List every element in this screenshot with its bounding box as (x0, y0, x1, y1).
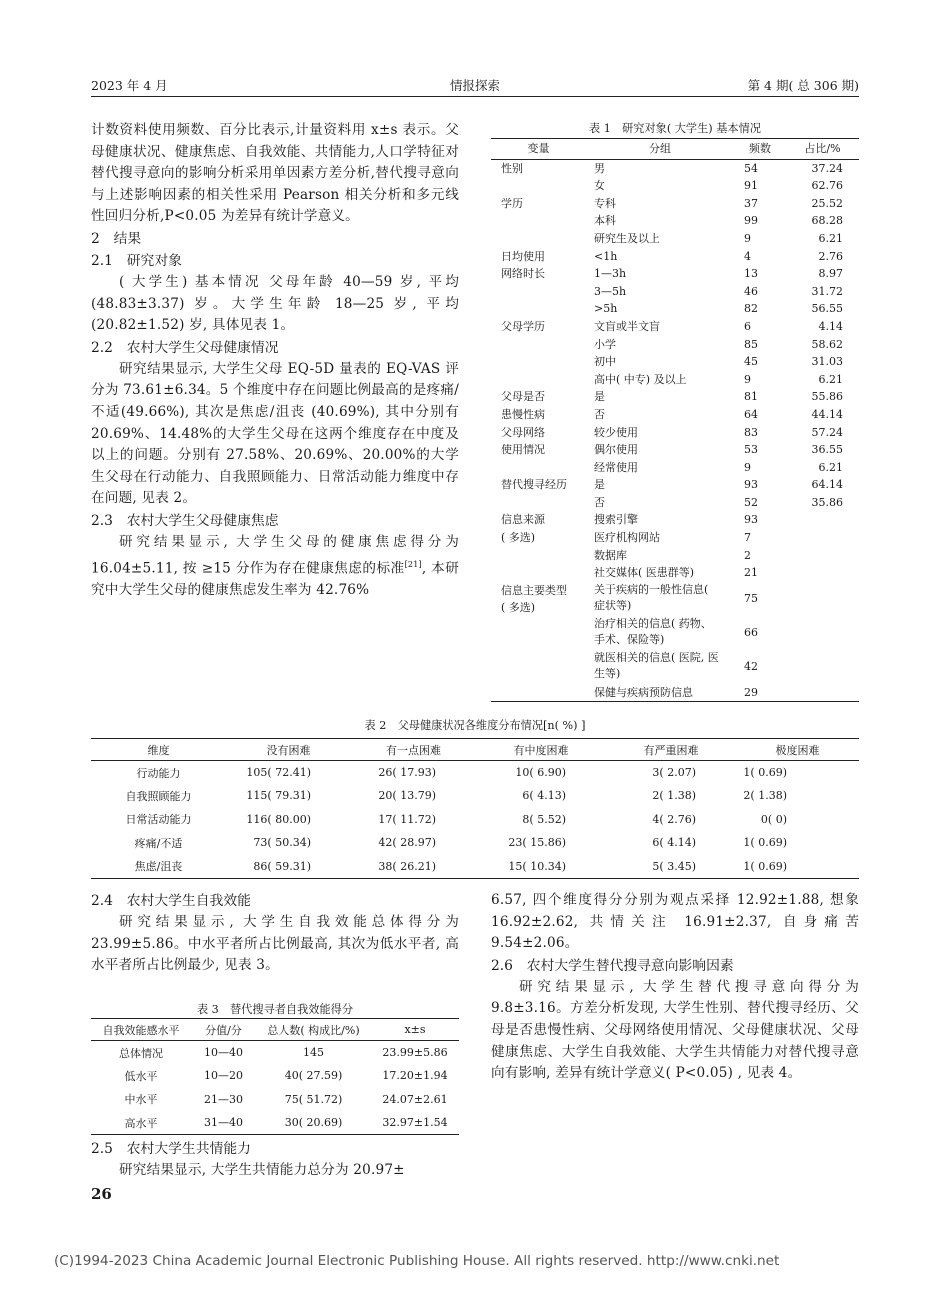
table1-pct-cell: 64.14 (811, 478, 843, 492)
section-2-1: 2.1 研究对象 (91, 252, 182, 269)
table2-cell: 15( 10.34) (508, 859, 566, 873)
table1-count-cell: 6 (744, 319, 751, 333)
table3-cell: 30( 20.69) (284, 1116, 343, 1129)
table1-count-cell: 91 (744, 179, 758, 193)
paragraph-2-5-continued: 6.57, 四个维度得分分别为观点采择 12.92±1.88, 想象 16.92±2.62, 共情关注 16.91±2.37, 自身痛苦 9.54±2.06。 (491, 892, 859, 952)
table1-var-cell (491, 684, 586, 702)
paragraph-methods: 计数资料使用频数、百分比表示,计量资料用 x±s 表示。父母健康状况、健康焦虑、自我效能、共情能力,人口学特征对替代搜寻意向的影响分析采用单因素方差分析,替代搜寻意向与上述影响因素的相关性采用 Pearson 相关分析和多元线性回归分析,P<0.05 为差异有统计学意义。 (91, 122, 459, 225)
table3-cell: 17.20±1.94 (382, 1069, 448, 1083)
section-results: 2 结果 (91, 230, 142, 247)
table1-group-cell: 经常使用 (594, 460, 638, 474)
table3-header-row (91, 1019, 459, 1041)
table3-cell: 24.07±2.61 (382, 1092, 448, 1106)
table-row (491, 388, 859, 406)
table3-caption: 表 3 替代搜寻者自我效能得分 (196, 1003, 354, 1016)
table3-header-cell: x±s (371, 1019, 459, 1041)
paragraph-2-2: 研究结果显示, 大学生父母 EQ-5D 量表的 EQ-VAS 评分为 73.61±6.34。5 个维度中存在问题比例最高的是疼痛/不适(49.66%), 其次是焦虑/沮丧 (40.69%), 其中分别有 20.69%、14.48%的大学生父母在这两个维度存在中度及以上的问题。分别有 27.58%、20.69%、20.00%的大学生父母在行动能力、自我照顾能力、日常活动能力维度中存在问题, 见表 2。 (91, 360, 459, 507)
table3-cell: 10—20 (204, 1069, 243, 1083)
table1-pct-cell: 8.97 (818, 267, 843, 281)
table2-cell: 23( 15.86) (508, 836, 566, 850)
table-row (91, 784, 859, 808)
table-row (491, 300, 859, 318)
table1-var-cell (491, 547, 586, 565)
table1-count-cell: 2 (744, 548, 751, 562)
table1-var-cell: 父母是否 (501, 390, 545, 404)
table1-header-cell: 分组 (586, 139, 734, 160)
table2-cell: 1( 0.69) (743, 859, 787, 873)
table-row (491, 441, 859, 459)
paragraph-2-3-tail: , 本研究中大学生父母的健康焦虑发生率为 42.76% (91, 560, 459, 598)
table1-group-cell: 高中( 中专) 及以上 (594, 372, 687, 386)
table2-caption: 表 2 父母健康状况各维度分布情况[n( %) ] (364, 719, 586, 732)
section-2-2: 2.2 农村大学生父母健康情况 (91, 339, 279, 356)
table3-cell: 23.99±5.86 (382, 1046, 448, 1059)
table-row (91, 855, 859, 879)
table1-var-cell (491, 300, 586, 318)
table1-count-cell: 85 (744, 337, 758, 351)
table1-group-cell: 3—5h (594, 284, 627, 298)
section-2-5: 2.5 农村大学生共情能力 (91, 1141, 251, 1157)
table1-pct-cell (786, 616, 859, 650)
table1-var-cell (491, 600, 586, 650)
table2-cell: 6( 4.14) (652, 836, 696, 850)
table1-count-cell: 75 (744, 592, 758, 606)
table1-var-cell (491, 353, 586, 371)
table1-count-cell: 99 (744, 214, 758, 228)
table2-cell: 26( 17.93) (378, 766, 436, 779)
table-row (491, 547, 859, 565)
table-row (491, 684, 859, 702)
table1-var-cell: 信息来源 (501, 513, 545, 527)
table3-cell: 31—40 (204, 1116, 243, 1129)
table1-pct-cell (786, 582, 859, 616)
table1-pct-cell (786, 650, 859, 684)
table1-group-cell: 小学 (594, 337, 616, 351)
table-row (491, 424, 859, 442)
table1-pct-cell: 58.62 (811, 337, 843, 351)
table1-count-cell: 7 (744, 531, 751, 545)
table1-count-cell: 13 (744, 267, 758, 281)
table1-group-cell: 医疗机构网站 (594, 531, 660, 545)
table1-group-cell: 就医相关的信息( 医院, 医生等) (594, 650, 719, 680)
table1-var-cell (491, 230, 586, 248)
citation-21[interactable]: [21] (404, 559, 422, 569)
table1-pct-cell: 6.21 (818, 372, 843, 386)
table3-cell: 高水平 (124, 1116, 158, 1130)
table1-var-cell (491, 564, 586, 582)
table1-var-cell: 使用情况 (501, 443, 545, 457)
table-row (491, 248, 859, 266)
table3-header-cell: 分值/分 (191, 1019, 256, 1041)
table-row (491, 650, 859, 684)
table2-cell: 1( 0.69) (743, 836, 787, 850)
table3-cell: 32.97±1.54 (382, 1116, 448, 1129)
lower-left-column (91, 890, 459, 977)
table1-pct-cell: 35.86 (811, 495, 843, 509)
table1-count-cell: 45 (744, 355, 758, 369)
table-row (491, 459, 859, 477)
table1-pct-cell: 36.55 (811, 443, 843, 457)
table-row (91, 1064, 459, 1088)
table1-group-cell: 社交媒体( 医患群等) (594, 566, 695, 580)
table2-cell: 42( 28.97) (378, 836, 436, 850)
section-2-5-block (91, 1138, 459, 1182)
table2-cell: 自我照顾能力 (125, 789, 192, 803)
table2 (91, 738, 859, 879)
table1-var-cell: 父母学历 (501, 319, 545, 333)
table1-pct-cell: 55.86 (811, 390, 843, 404)
table1-group-cell: 本科 (594, 214, 616, 228)
table-row (91, 1041, 459, 1065)
table1-group-cell: 男 (594, 161, 605, 175)
table1-group-cell: 治疗相关的信息( 药物、手术、保险等) (594, 616, 712, 646)
table1-group-cell: 较少使用 (594, 425, 638, 439)
table2-cell: 8( 5.52) (522, 812, 566, 826)
paragraph-2-3 (91, 532, 459, 601)
table3-cell: 总体情况 (119, 1046, 163, 1060)
table1-group-cell: 文盲或半文盲 (594, 319, 660, 333)
table1-count-cell: 37 (744, 196, 758, 210)
left-column (91, 120, 459, 601)
table3-cell: 中水平 (124, 1093, 158, 1107)
table1-pct-cell (786, 511, 859, 529)
table2-cell: 105( 72.41) (246, 766, 311, 779)
table3-header-cell: 自我效能感水平 (91, 1019, 191, 1041)
table1-var-cell (491, 177, 586, 195)
table3-header-cell: 总人数( 构成比/%) (256, 1019, 371, 1041)
table1-pct-cell: 57.24 (811, 425, 843, 439)
table-row (91, 808, 859, 832)
table1-var-cell (491, 494, 586, 512)
table1 (491, 138, 859, 702)
table1-group-cell: 女 (594, 179, 605, 193)
table1-var-cell: 网络时长 (501, 267, 545, 281)
table3-cell: 10—40 (204, 1046, 243, 1059)
table2-cell: 20( 13.79) (378, 789, 436, 803)
paragraph-2-1: ( 大学生) 基本情况 父母年龄 40—59 岁, 平均 (48.83±3.37) 岁。大学生年龄 18—25 岁, 平均 (20.82±1.52) 岁, 具体见表 1。 (91, 273, 459, 334)
table1-pct-cell: 37.24 (811, 161, 843, 175)
table2-header-cell: 有中度困难 (476, 739, 606, 761)
table2-cell: 焦虑/沮丧 (134, 860, 183, 873)
page-number: 26 (91, 1185, 112, 1203)
table2-cell: 116( 80.00) (246, 812, 311, 826)
table1-pct-cell (786, 684, 859, 702)
table2-header-cell: 有一点困难 (351, 739, 476, 761)
table-row (491, 406, 859, 424)
copyright-footer: (C)1994-2023 China Academic Journal Electronic Publishing House. All rights reserved. http://www.cnki.net (54, 1253, 780, 1269)
table1-var-cell: 学历 (501, 196, 523, 210)
table1-group-cell: 是 (594, 478, 605, 492)
table-row (491, 476, 859, 494)
table1-count-cell: 21 (744, 566, 758, 580)
table1-pct-cell: 2.76 (818, 249, 843, 263)
table1-count-cell: 93 (744, 513, 758, 527)
table1-count-cell: 81 (744, 390, 758, 404)
paragraph-2-6: 研究结果显示, 大学生替代搜寻意向得分为 9.8±3.16。方差分析发现, 大学生性别、替代搜寻经历、父母是否患慢性病、父母网络使用情况、父母健康状况、父母健康焦虑、大学生自我效能、大学生共情能力对替代搜寻意向有影响, 差异有统计学意义( P<0.05) , 见表 4。 (491, 978, 859, 1082)
section-2-4: 2.4 农村大学生自我效能 (91, 893, 251, 909)
table2-cell: 1( 0.69) (743, 766, 787, 779)
table-row (491, 564, 859, 582)
table-row (491, 494, 859, 512)
table1-caption: 表 1 研究对象( 大学生) 基本情况 (589, 122, 761, 135)
table3 (91, 1018, 459, 1135)
table1-var-cell (491, 371, 586, 389)
table1-count-cell: 4 (744, 249, 751, 263)
table1-count-cell: 64 (744, 407, 758, 421)
table1-pct-cell: 62.76 (811, 179, 843, 193)
table2-header-cell: 没有困难 (226, 739, 351, 761)
table1-pct-cell: 68.28 (811, 214, 843, 228)
header-rule (91, 96, 859, 97)
table1-var-cell: 患慢性病 (501, 407, 545, 421)
table-row (491, 159, 859, 177)
table1-group-cell: 专科 (594, 196, 616, 210)
table1-var-cell: 父母网络 (501, 425, 545, 439)
table2-cell: 2( 1.38) (652, 789, 696, 803)
section-2-3: 2.3 农村大学生父母健康焦虑 (91, 512, 279, 529)
header-date: 2023 年 4 月 (91, 78, 168, 93)
section-2-6: 2.6 农村大学生替代搜寻意向影响因素 (491, 957, 734, 974)
table-row (91, 1088, 459, 1112)
table1-group-cell: 数据库 (594, 548, 627, 562)
table-row (491, 265, 859, 283)
table-row (491, 511, 859, 529)
table1-count-cell: 46 (744, 284, 758, 298)
table2-header-row (91, 739, 859, 761)
table2-cell: 86( 59.31) (253, 859, 311, 873)
table1-group-cell: 1—3h (594, 267, 627, 281)
table1-pct-cell: 31.72 (811, 284, 843, 298)
paragraph-2-4: 研究结果显示, 大学生自我效能总体得分为 23.99±5.86。中水平者所占比例最高, 其次为低水平者, 高水平者所占比例最少, 见表 3。 (91, 914, 459, 974)
table1-header-row (491, 139, 859, 160)
table-row (491, 336, 859, 354)
table2-cell: 4( 2.76) (652, 812, 696, 826)
table1-header-cell: 变量 (491, 139, 586, 160)
table1-pct-cell (786, 547, 859, 565)
table-row (491, 318, 859, 336)
table1-count-cell: 83 (744, 425, 758, 439)
table1-count-cell: 42 (744, 660, 758, 674)
table1-count-cell: 53 (744, 443, 758, 457)
table1-var-cell (491, 336, 586, 354)
paragraph-2-5: 研究结果显示, 大学生共情能力总分为 20.97± (119, 1162, 405, 1178)
table1-count-cell: 52 (744, 495, 758, 509)
table-row (491, 195, 859, 213)
table1-pct-cell: 4.14 (818, 319, 843, 333)
table1-pct-cell: 56.55 (811, 302, 843, 316)
table2-cell: 3( 2.07) (652, 766, 696, 779)
table1-var-cell: ( 多选) (501, 531, 536, 545)
table1-var-label: ( 多选) (501, 600, 536, 614)
table2-cell: 38( 26.21) (378, 859, 436, 873)
table2-cell: 17( 11.72) (378, 812, 436, 826)
table1-pct-cell (786, 529, 859, 547)
table-row (91, 831, 859, 855)
table2-cell: 6( 4.13) (522, 789, 566, 803)
paragraph-2-3-text: 研究结果显示, 大学生父母的健康焦虑得分为 16.04±5.11, 按 ≥15 分作为存在健康焦虑的标准 (91, 533, 459, 577)
table1-count-cell: 93 (744, 478, 758, 492)
table1-count-cell: 9 (744, 231, 751, 245)
table2-header-cell: 有严重困难 (606, 739, 736, 761)
table-row (491, 283, 859, 301)
table2-cell: 2( 1.38) (743, 789, 787, 803)
table3-cell: 21—30 (204, 1092, 243, 1106)
table1-count-cell: 9 (744, 460, 751, 474)
table3-cell: 低水平 (124, 1069, 158, 1083)
table1-group-cell: 偶尔使用 (594, 443, 638, 457)
table1-pct-cell: 44.14 (811, 407, 843, 421)
table3-cell: 145 (303, 1046, 324, 1059)
table-row (491, 371, 859, 389)
table2-cell: 115( 79.31) (246, 789, 311, 803)
table-row (491, 230, 859, 248)
table1-count-cell: 29 (744, 685, 758, 699)
table-row (91, 761, 859, 785)
table2-cell: 5( 3.45) (652, 859, 696, 873)
table-row (491, 616, 859, 650)
table1-var-cell: 性别 (501, 161, 523, 175)
table1-pct-cell: 31.03 (811, 355, 843, 369)
table1-count-cell: 54 (744, 161, 758, 175)
table2-cell: 日常活动能力 (125, 813, 192, 827)
table1-group-cell: 初中 (594, 355, 616, 369)
header-issue: 第 4 期( 总 306 期) (747, 78, 859, 93)
header-journal: 情报探索 (449, 78, 500, 93)
table-row (491, 582, 859, 616)
table1-group-cell: 关于疾病的一般性信息( 症状等) (594, 582, 709, 612)
table1-group-cell: 是 (594, 390, 605, 404)
table1-group-cell: <1h (594, 249, 618, 263)
table1-pct-cell: 6.21 (818, 460, 843, 474)
table1-group-cell: 研究生及以上 (594, 231, 660, 245)
table1-group-cell: 搜索引擎 (594, 513, 638, 527)
table1-var-label: 信息主要类型 (501, 583, 567, 597)
table2-cell: 10( 6.90) (515, 766, 566, 779)
table1-group-cell: >5h (594, 302, 618, 316)
table1-count-cell: 66 (744, 626, 758, 640)
lower-right-column (491, 890, 859, 1085)
table1-group-cell: 否 (594, 495, 605, 509)
table1-group-cell: 否 (594, 407, 605, 421)
table-row (491, 212, 859, 230)
table1-group-cell: 保健与疾病预防信息 (594, 685, 693, 699)
table1-header-cell: 频数 (734, 139, 786, 160)
table1-var-cell (491, 212, 586, 230)
table1-var-cell (491, 650, 586, 684)
table1-header-cell: 占比/% (786, 139, 859, 160)
table-row (491, 529, 859, 547)
table2-header-cell: 维度 (91, 739, 226, 761)
table-row (491, 177, 859, 195)
table3-cell: 75( 51.72) (284, 1092, 343, 1106)
table1-var-cell: 日均使用 (501, 249, 545, 263)
table1-var-cell (491, 283, 586, 301)
table2-cell: 0( 0) (760, 812, 787, 826)
table1-var-cell: 替代搜寻经历 (501, 478, 567, 492)
table2-header-cell: 极度困难 (736, 739, 859, 761)
table1-pct-cell: 6.21 (818, 231, 843, 245)
table2-cell: 行动能力 (136, 766, 181, 780)
table1-count-cell: 82 (744, 302, 758, 316)
table1-pct-cell: 25.52 (811, 196, 843, 210)
table2-cell: 73( 50.34) (253, 836, 311, 850)
table2-cell: 疼痛/不适 (134, 836, 183, 850)
table-row (91, 1111, 459, 1135)
table1-pct-cell (786, 564, 859, 582)
table1-var-cell (491, 459, 586, 477)
table1-count-cell: 9 (744, 372, 751, 386)
table-row (491, 353, 859, 371)
table3-cell: 40( 27.59) (284, 1069, 343, 1083)
